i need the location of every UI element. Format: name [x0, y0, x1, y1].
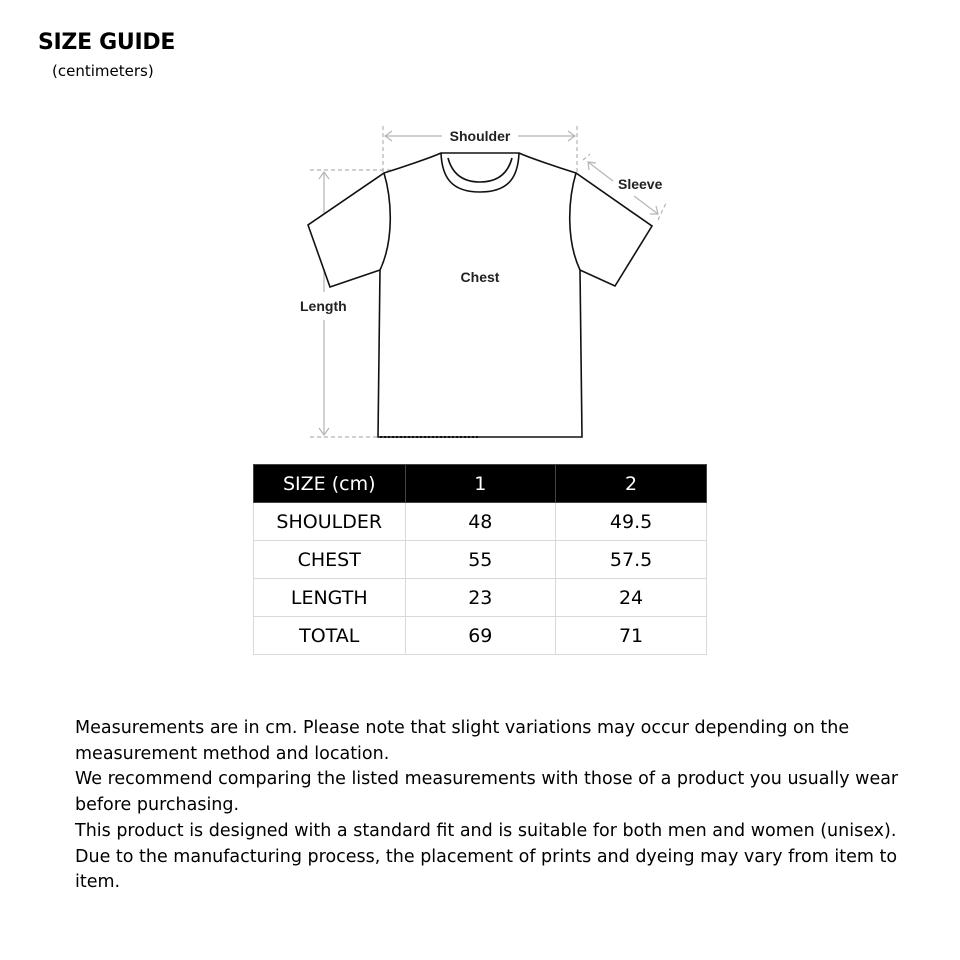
tshirt-outline: [308, 153, 652, 437]
shoulder-label: Shoulder: [449, 128, 511, 144]
table-cell: 49.5: [556, 503, 707, 541]
table-row: [254, 503, 707, 541]
note-paragraph: We recommend comparing the listed measurements with those of a product you usually wear before purchasing.: [75, 769, 899, 816]
table-cell: 24: [556, 579, 707, 617]
table-cell: LENGTH: [254, 579, 406, 617]
table-cell: 57.5: [556, 541, 707, 579]
size-table: [253, 464, 707, 655]
table-cell: TOTAL: [254, 617, 406, 655]
note-paragraph: This product is designed with a standard fit and is suitable for both men and women (unisex).: [75, 820, 897, 841]
table-cell: 69: [405, 617, 556, 655]
table-row: [254, 541, 707, 579]
table-cell: 48: [405, 503, 556, 541]
page-subtitle: (centimeters): [52, 62, 154, 80]
table-header-row: [254, 465, 707, 503]
chest-label: Chest: [460, 269, 500, 285]
table-header-cell: SIZE (cm): [254, 465, 406, 503]
table-cell: 55: [405, 541, 556, 579]
size-notes: [75, 716, 905, 896]
note-paragraph: Due to the manufacturing process, the placement of prints and dyeing may vary from item to item.: [75, 846, 898, 893]
sleeve-label: Sleeve: [618, 176, 663, 192]
length-label: Length: [300, 298, 347, 314]
table-header-cell: 2: [556, 465, 707, 503]
table-header-cell: 1: [405, 465, 556, 503]
table-cell: 23: [405, 579, 556, 617]
table-row: [254, 579, 707, 617]
table-row: [254, 617, 707, 655]
table-cell: 71: [556, 617, 707, 655]
tshirt-diagram: [0, 0, 960, 460]
table-cell: SHOULDER: [254, 503, 406, 541]
table-cell: CHEST: [254, 541, 406, 579]
note-paragraph: Measurements are in cm. Please note that slight variations may occur depending on the measurement method and location.: [75, 718, 850, 764]
page-title: SIZE GUIDE: [38, 30, 176, 55]
